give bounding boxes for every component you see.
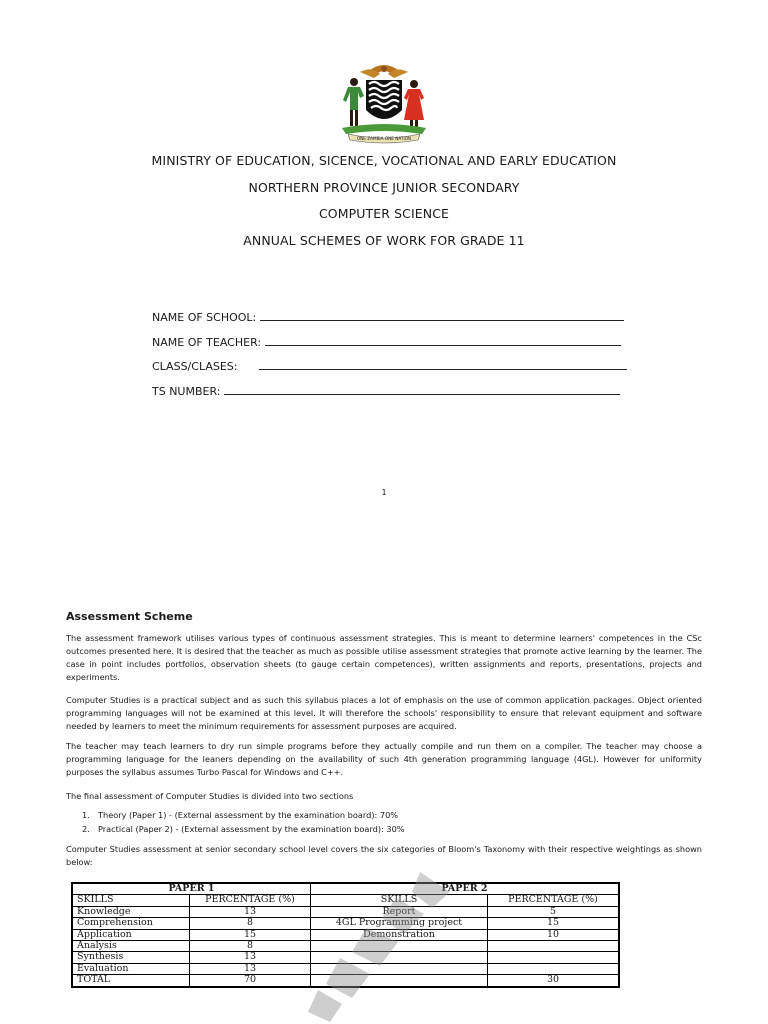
document-title: ANNUAL SCHEMES OF WORK FOR GRADE 11 xyxy=(243,233,525,248)
table-row: Synthesis 13 xyxy=(72,952,619,963)
zambia-coat-of-arms-icon xyxy=(330,62,438,144)
classes-field xyxy=(152,358,627,373)
assessment-paragraph-1: The assessment framework utilises various types of continuous assessment strategies. This is meant to determine learners' competences in the CSc outcomes presented here. It is desired that the teacher as much as possible utilise assessment strategies that promote active learning by the learner. The case in point includes portfolios, observation sheets (to gauge certain competences), written assignments and reports, presentations, projects and experiments. xyxy=(66,633,702,682)
subject-heading: COMPUTER SCIENCE xyxy=(318,206,450,221)
list-item: 2. Practical (Paper 2) - (External assessment by the examination board): 30% xyxy=(82,823,405,834)
ts-number-label: TS NUMBER: xyxy=(152,385,221,398)
emblem-motto: ONE ZAMBIA ONE NATION xyxy=(356,136,412,141)
teacher-name-field xyxy=(152,334,621,349)
page-gap xyxy=(0,540,768,590)
school-name-field xyxy=(152,309,624,324)
classes-blank xyxy=(259,358,627,370)
percentage-column-header: PERCENTAGE (%) xyxy=(190,895,311,906)
table-row: Analysis 8 xyxy=(72,941,619,952)
table-row: Evaluation 13 xyxy=(72,963,619,974)
classes-label: CLASS/CLASES: xyxy=(152,360,238,373)
page-number: 1 xyxy=(381,488,387,497)
school-name-label: NAME OF SCHOOL: xyxy=(152,311,257,324)
assessment-paragraph-5: Computer Studies assessment at senior secondary school level covers the six categories of Bloom's Taxonomy with their respective weightings as shown below: xyxy=(66,844,702,867)
assessment-list xyxy=(82,809,405,836)
ts-number-field xyxy=(152,383,620,398)
ministry-heading: MINISTRY OF EDUCATION, SICENCE, VOCATIONAL AND EARLY EDUCATION xyxy=(151,153,617,168)
percentage-column-header: PERCENTAGE (%) xyxy=(488,895,620,906)
assessment-title: Assessment Scheme xyxy=(66,610,193,623)
assessment-weightings-table xyxy=(71,882,620,988)
ts-number-blank xyxy=(224,383,620,395)
skills-column-header: SKILLS xyxy=(72,895,190,906)
paper-2-header: PAPER 2 xyxy=(311,883,620,895)
table-row: Knowledge 13 Report 5 xyxy=(72,906,619,917)
paper-1-header: PAPER 1 xyxy=(72,883,311,895)
teacher-name-label: NAME OF TEACHER: xyxy=(152,336,262,349)
table-row-total: TOTAL 70 30 xyxy=(72,975,619,987)
table-row: Application 15 Demonstration 10 xyxy=(72,929,619,940)
school-name-blank xyxy=(260,309,624,321)
table-row: Comprehension 8 4GL Programming project 15 xyxy=(72,918,619,929)
skills-column-header: SKILLS xyxy=(311,895,488,906)
list-item: 1. Theory (Paper 1) - (External assessment by the examination board): 70% xyxy=(82,810,399,820)
assessment-paragraph-4: The final assessment of Computer Studies is divided into two sections xyxy=(66,791,354,801)
assessment-paragraph-3: The teacher may teach learners to dry run simple programs before they actually compile and run them on a compiler. The teacher may choose a programming language for the leaners depending on the availability of such 4th generation programming language (4GL). However for uniformity purposes the syllabus assumes Turbo Pascal for Windows and C++. xyxy=(66,741,702,777)
assessment-paragraph-2: Computer Studies is a practical subject and as such this syllabus places a lot of emphasis on the use of common application packages. Object oriented programming languages will not be examined at this level. It will therefore the schools' responsibility to ensure that relevant equipment and software needed by learners to meet the minimum requirements for assessment purposes are acquired. xyxy=(66,695,702,731)
province-heading: NORTHERN PROVINCE JUNIOR SECONDARY xyxy=(248,180,520,195)
teacher-name-blank xyxy=(265,334,621,346)
